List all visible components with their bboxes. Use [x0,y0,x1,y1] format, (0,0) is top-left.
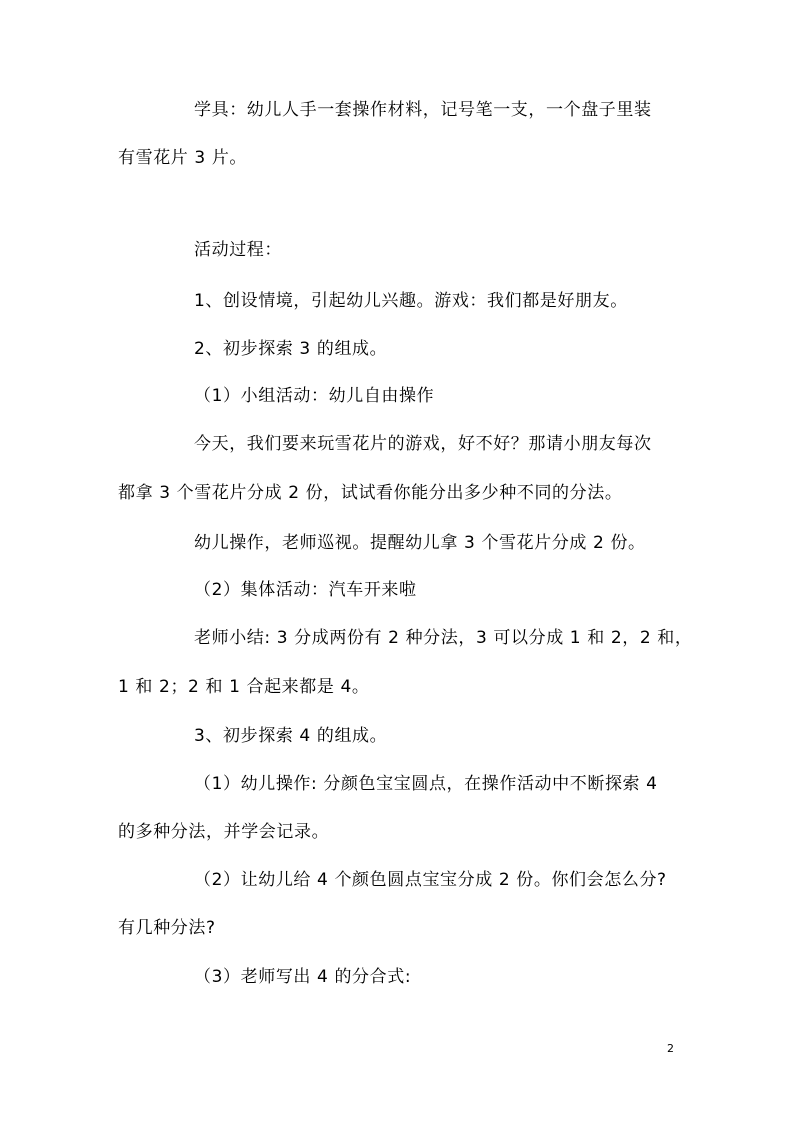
paragraph-line: 有几种分法? [118,918,216,938]
paragraph-line: 的多种分法，并学会记录。 [118,822,330,842]
paragraph-line: 今天，我们要来玩雪花片的游戏，好不好？那请小朋友每次 [194,434,652,454]
paragraph-line: （1）幼儿操作: 分颜色宝宝圆点，在操作活动中不断探索 4 [194,774,658,794]
paragraph-line: 老师小结: 3 分成两份有 2 种分法，3 可以分成 1 和 2，2 和， [194,628,693,648]
paragraph-line: （3）老师写出 4 的分合式: [194,967,412,987]
paragraph-line: 2、初步探索 3 的组成。 [194,339,388,359]
paragraph-line: （1）小组活动：幼儿自由操作 [194,386,435,406]
page-number: 2 [667,1042,674,1055]
paragraph-line: 都拿 3 个雪花片分成 2 份，试试看你能分出多少种不同的分法。 [118,483,623,503]
paragraph-line: 幼儿操作，老师巡视。提醒幼儿拿 3 个雪花片分成 2 份。 [194,533,646,553]
paragraph-line: 1、创设情境，引起幼儿兴趣。游戏：我们都是好朋友。 [194,291,628,311]
paragraph-line: （2）让幼儿给 4 个颜色圆点宝宝分成 2 份。你们会怎么分? [194,870,667,890]
paragraph-line: 3、初步探索 4 的组成。 [194,726,388,746]
paragraph-line: 1 和 2；2 和 1 合起来都是 4。 [118,677,370,697]
paragraph-line: 有雪花片 3 片。 [118,148,248,168]
paragraph-line: 学具：幼儿人手一套操作材料，记号笔一支，一个盘子里装 [194,100,652,120]
section-heading: 活动过程： [194,240,282,260]
paragraph-line: （2）集体活动：汽车开来啦 [194,580,417,600]
